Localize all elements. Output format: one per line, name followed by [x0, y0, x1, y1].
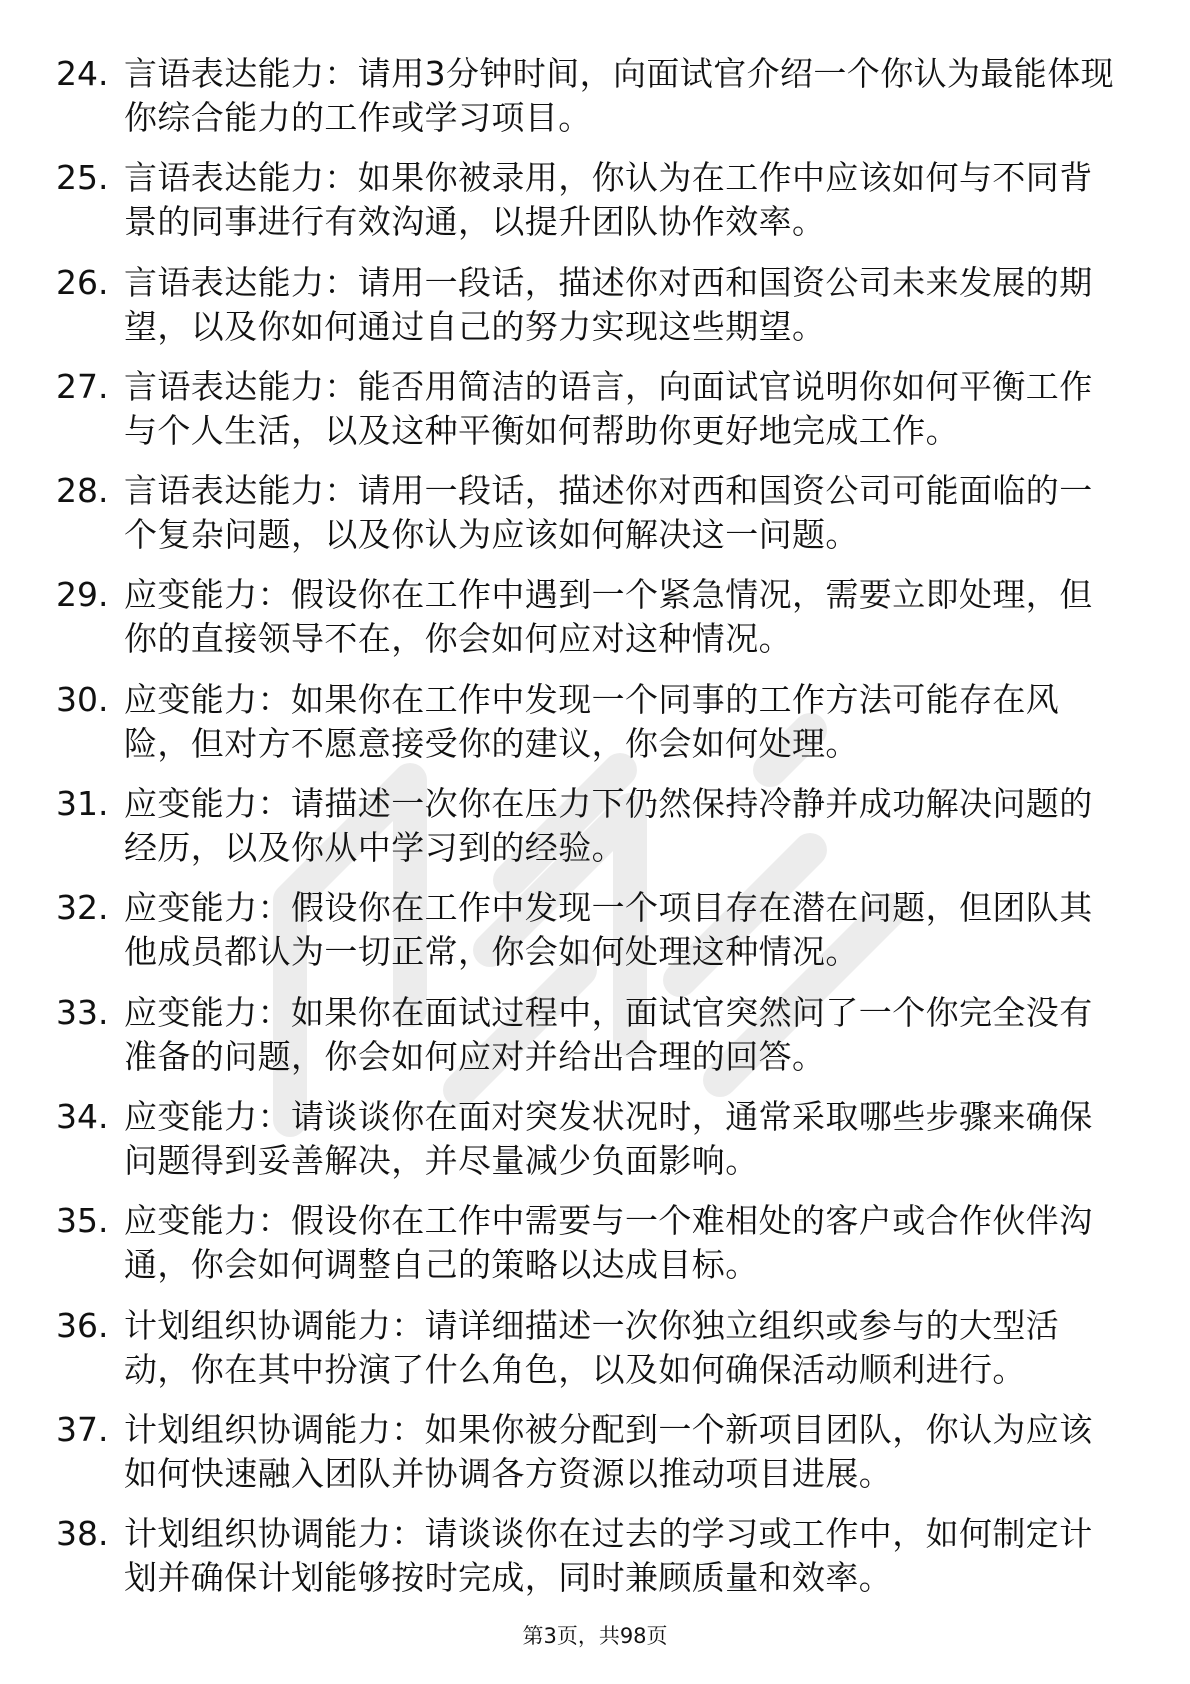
question-number: 24.	[56, 54, 109, 93]
question-item	[56, 156, 1116, 244]
question-number: 27.	[56, 366, 109, 406]
question-text: 言语表达能力：请用一段话，描述你对西和国资公司未来发展的期望，以及你如何通过自己的努力实现这些期望。	[124, 262, 1093, 346]
question-number: 38.	[56, 1514, 109, 1554]
question-text: 应变能力：请谈谈你在面对突发状况时，通常采取哪些步骤来确保问题得到妥善解决，并尽量减少负面影响。	[124, 1096, 1093, 1180]
question-text: 应变能力：假设你在工作中需要与一个难相处的客户或合作伙伴沟通，你会如何调整自己的策略以达成目标。	[124, 1201, 1093, 1285]
question-text: 应变能力：假设你在工作中遇到一个紧急情况，需要立即处理，但你的直接领导不在，你会如何应对这种情况。	[124, 575, 1093, 659]
question-item	[56, 991, 1116, 1079]
question-item	[56, 469, 1116, 557]
question-number: 31.	[56, 784, 109, 824]
question-text: 言语表达能力：如果你被录用，你认为在工作中应该如何与不同背景的同事进行有效沟通，以提升团队协作效率。	[124, 158, 1093, 242]
question-number: 33.	[56, 992, 109, 1032]
question-item	[56, 1408, 1116, 1496]
question-number: 34.	[56, 1096, 109, 1136]
question-item	[56, 1199, 1116, 1287]
question-item	[56, 678, 1116, 766]
question-item	[56, 1095, 1116, 1183]
question-text: 言语表达能力：请用3分钟时间，向面试官介绍一个你认为最能体现你综合能力的工作或学习项目。	[124, 54, 1114, 137]
question-number: 26.	[56, 262, 109, 302]
question-item	[56, 1512, 1116, 1600]
question-number: 37.	[56, 1409, 109, 1449]
question-item	[56, 886, 1116, 974]
question-text: 计划组织协调能力：如果你被分配到一个新项目团队，你认为应该如何快速融入团队并协调各方资源以推动项目进展。	[124, 1409, 1093, 1493]
question-item	[56, 782, 1116, 870]
question-number: 32.	[56, 888, 109, 928]
question-number: 35.	[56, 1201, 109, 1241]
question-item	[56, 1304, 1116, 1392]
question-text: 言语表达能力：请用一段话，描述你对西和国资公司可能面临的一个复杂问题，以及你认为应该如何解决这一问题。	[124, 471, 1093, 555]
question-text: 言语表达能力：能否用简洁的语言，向面试官说明你如何平衡工作与个人生活，以及这种平衡如何帮助你更好地完成工作。	[124, 366, 1093, 450]
question-text: 应变能力：如果你在面试过程中，面试官突然问了一个你完全没有准备的问题，你会如何应对并给出合理的回答。	[124, 992, 1093, 1076]
question-text: 应变能力：请描述一次你在压力下仍然保持冷静并成功解决问题的经历，以及你从中学习到的经验。	[124, 784, 1093, 868]
question-number: 28.	[56, 471, 109, 511]
question-list	[56, 52, 1116, 1616]
question-number: 36.	[56, 1305, 109, 1345]
question-number: 29.	[56, 575, 109, 615]
question-text: 计划组织协调能力：请详细描述一次你独立组织或参与的大型活动，你在其中扮演了什么角色，以及如何确保活动顺利进行。	[124, 1305, 1060, 1389]
question-item	[56, 365, 1116, 453]
question-number: 25.	[56, 158, 109, 198]
question-item	[56, 52, 1116, 140]
question-text: 应变能力：假设你在工作中发现一个项目存在潜在问题，但团队其他成员都认为一切正常，你会如何处理这种情况。	[124, 888, 1093, 972]
question-text: 计划组织协调能力：请谈谈你在过去的学习或工作中，如何制定计划并确保计划能够按时完成，同时兼顾质量和效率。	[124, 1514, 1093, 1598]
question-item	[56, 573, 1116, 661]
question-item	[56, 261, 1116, 349]
question-text: 应变能力：如果你在工作中发现一个同事的工作方法可能存在风险，但对方不愿意接受你的建议，你会如何处理。	[124, 679, 1060, 763]
question-number: 30.	[56, 679, 109, 719]
page-number: 第3页，共98页	[522, 1624, 668, 1648]
